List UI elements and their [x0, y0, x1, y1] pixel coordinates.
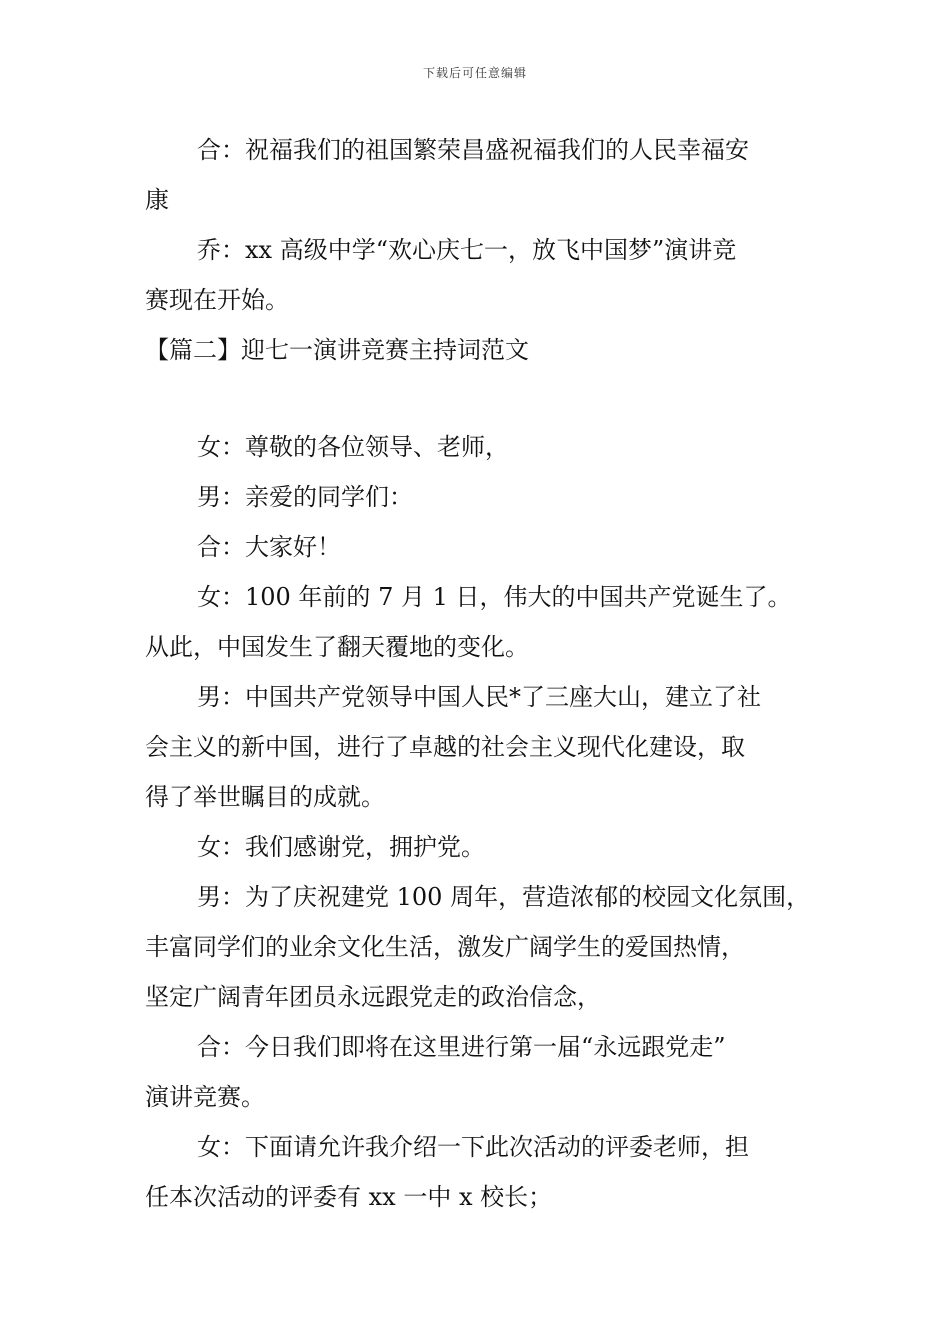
paragraph-line: 女：下面请允许我介绍一下此次活动的评委老师，担: [197, 1133, 749, 1161]
paragraph-line: 男：中国共产党领导中国人民*了三座大山，建立了社: [197, 683, 761, 711]
page-header: 下载后可任意编辑: [422, 66, 527, 80]
paragraph-line: 赛现在开始。: [145, 286, 289, 314]
paragraph-line: 女：我们感谢党，拥护党。: [197, 833, 485, 861]
paragraph-line: 坚定广阔青年团员永远跟党走的政治信念，: [145, 983, 601, 1011]
paragraph-line: 丰富同学们的业余文化生活，激发广阔学生的爱国热情，: [145, 933, 745, 961]
section-heading: 【篇二】迎七一演讲竞赛主持词范文: [145, 336, 529, 364]
paragraph-line: 康: [145, 186, 169, 214]
paragraph-line: 女：100 年前的 7 月 1 日，伟大的中国共产党诞生了。: [197, 583, 792, 611]
paragraph-line: 乔：xx 高级中学“欢心庆七一，放飞中国梦”演讲竞: [197, 236, 737, 264]
paragraph-line: 会主义的新中国，进行了卓越的社会主义现代化建设，取: [145, 733, 745, 761]
paragraph-line: 从此，中国发生了翻天覆地的变化。: [145, 633, 529, 661]
paragraph-line: 合：祝福我们的祖国繁荣昌盛祝福我们的人民幸福安: [197, 136, 749, 164]
paragraph-line: 男：为了庆祝建党 100 周年，营造浓郁的校园文化氛围，: [197, 883, 811, 911]
paragraph-line: 女：尊敬的各位领导、老师，: [197, 433, 509, 461]
paragraph-line: 任本次活动的评委有 xx 一中 x 校长；: [145, 1183, 553, 1211]
paragraph-line: 合：大家好！: [197, 533, 341, 561]
paragraph-line: 得了举世瞩目的成就。: [145, 783, 385, 811]
paragraph-line: 演讲竞赛。: [145, 1083, 265, 1111]
paragraph-line: 合：今日我们即将在这里进行第一届“永远跟党走”: [197, 1033, 726, 1061]
paragraph-line: 男：亲爱的同学们：: [197, 483, 413, 511]
